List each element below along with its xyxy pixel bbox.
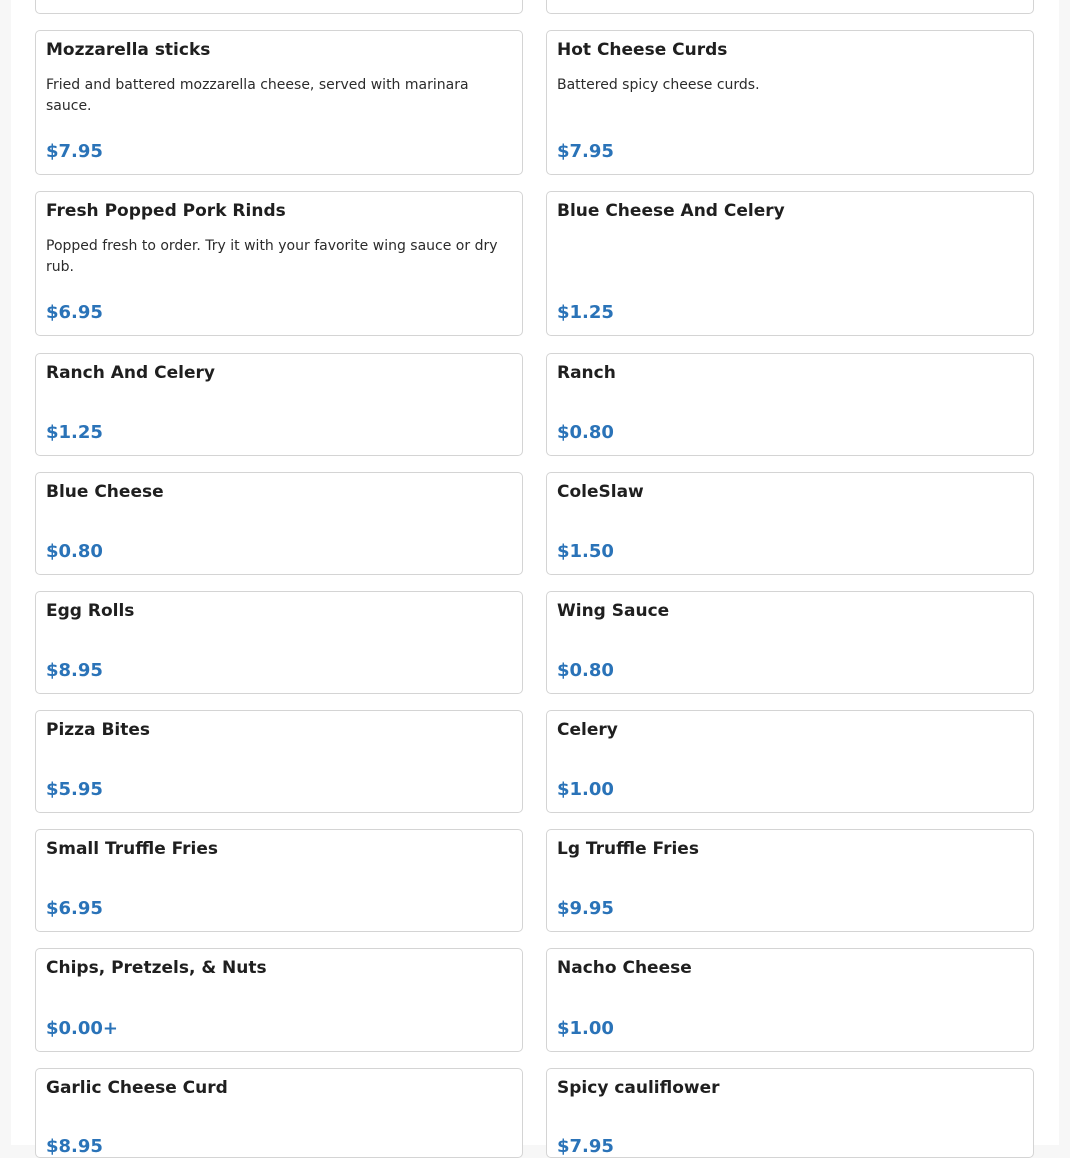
- menu-item-card[interactable]: [546, 472, 1034, 575]
- menu-item-price: $9.95: [557, 898, 614, 919]
- menu-item-price: $1.25: [557, 302, 614, 323]
- menu-page: [11, 0, 1059, 1157]
- menu-item-card[interactable]: [35, 191, 523, 336]
- menu-item-name: Celery: [557, 720, 618, 740]
- menu-item-card[interactable]: [546, 710, 1034, 813]
- menu-item-name: Garlic Cheese Curd: [46, 1078, 228, 1098]
- menu-item-price: $7.95: [46, 141, 103, 162]
- menu-item-name: ColeSlaw: [557, 482, 644, 502]
- menu-item-price: $1.25: [46, 422, 103, 443]
- menu-item-card[interactable]: [35, 353, 523, 456]
- menu-item-description: Battered spicy cheese curds.: [557, 77, 760, 93]
- menu-item-name: Fresh Popped Pork Rinds: [46, 201, 286, 221]
- menu-item-price: $6.95: [46, 302, 103, 323]
- menu-item-card[interactable]: [35, 591, 523, 694]
- menu-item-name: Pizza Bites: [46, 720, 151, 740]
- menu-item-card[interactable]: [546, 948, 1034, 1052]
- menu-item-price: $6.95: [46, 898, 103, 919]
- menu-item-price: $5.95: [46, 779, 103, 800]
- menu-item-card[interactable]: [35, 948, 523, 1052]
- menu-item-name: Lg Truffle Fries: [557, 839, 699, 859]
- menu-item-card[interactable]: [546, 30, 1034, 175]
- menu-item-card[interactable]: [35, 472, 523, 575]
- menu-item-price: $7.95: [557, 141, 614, 162]
- menu-item-card[interactable]: [35, 0, 523, 14]
- menu-item-description: Popped fresh to order. Try it with your favorite wing sauce or dry rub.: [46, 238, 498, 275]
- menu-item-name: Ranch: [557, 363, 616, 383]
- menu-item-name: Chips, Pretzels, & Nuts: [46, 958, 267, 978]
- menu-item-card[interactable]: [35, 30, 523, 175]
- menu-item-card[interactable]: [546, 591, 1034, 694]
- menu-item-name: Ranch And Celery: [46, 363, 215, 383]
- menu-item-card[interactable]: [546, 829, 1034, 932]
- menu-item-name: Blue Cheese: [46, 482, 164, 502]
- menu-item-card[interactable]: [546, 0, 1034, 14]
- menu-item-price: $0.80: [557, 422, 614, 443]
- menu-item-price: $1.00: [557, 779, 614, 800]
- menu-item-name: Mozzarella sticks: [46, 40, 211, 60]
- menu-item-price: $0.00+: [46, 1018, 119, 1039]
- menu-item-name: Hot Cheese Curds: [557, 40, 728, 60]
- menu-item-name: Nacho Cheese: [557, 958, 692, 978]
- menu-item-card[interactable]: [546, 191, 1034, 336]
- menu-item-name: Blue Cheese And Celery: [557, 201, 785, 221]
- menu-item-price: $7.95: [557, 1136, 614, 1157]
- menu-item-card[interactable]: [35, 710, 523, 813]
- menu-item-price: $0.80: [46, 541, 103, 562]
- menu-item-card[interactable]: [546, 1068, 1034, 1158]
- menu-item-name: Egg Rolls: [46, 601, 135, 621]
- menu-item-card[interactable]: [35, 1068, 523, 1158]
- menu-item-description: Fried and battered mozzarella cheese, served with marinara sauce.: [46, 77, 469, 114]
- menu-item-price: $1.50: [557, 541, 614, 562]
- menu-item-card[interactable]: [35, 829, 523, 932]
- menu-item-price: $1.00: [557, 1018, 614, 1039]
- menu-item-name: Small Truffle Fries: [46, 839, 219, 859]
- menu-item-price: $8.95: [46, 1136, 103, 1157]
- menu-item-price: $0.80: [557, 660, 614, 681]
- menu-item-price: $8.95: [46, 660, 103, 681]
- menu-item-name: Spicy cauliflower: [557, 1078, 720, 1098]
- menu-item-card[interactable]: [546, 353, 1034, 456]
- menu-item-name: Wing Sauce: [557, 601, 670, 621]
